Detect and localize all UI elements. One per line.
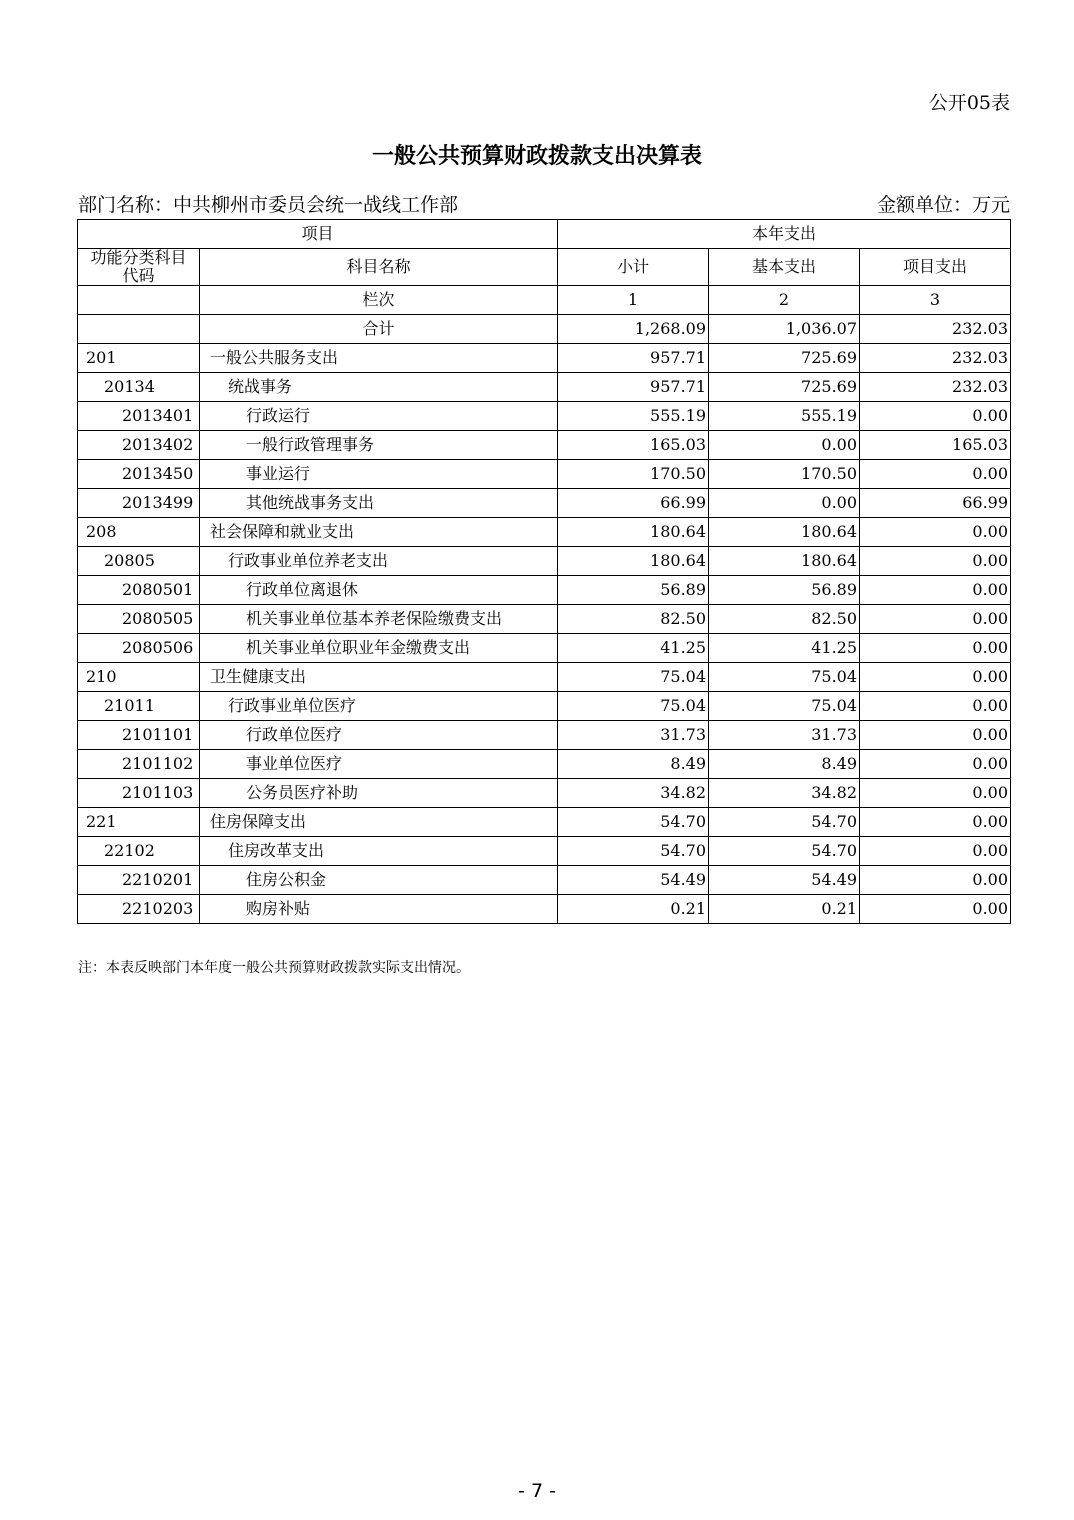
- page-number: - 7 -: [518, 1480, 556, 1502]
- row-subtotal: 75.04: [558, 692, 709, 721]
- column-index-row: [78, 286, 1011, 315]
- row-subtotal: 8.49: [558, 750, 709, 779]
- row-name: 机关事业单位基本养老保险缴费支出: [200, 605, 558, 634]
- total-basic: 1,036.07: [709, 315, 860, 344]
- row-subtotal: 957.71: [558, 373, 709, 402]
- row-project: 0.00: [860, 402, 1011, 431]
- row-project: 232.03: [860, 344, 1011, 373]
- table-row: [78, 692, 1011, 721]
- table-row: [78, 373, 1011, 402]
- row-project: 0.00: [860, 634, 1011, 663]
- row-name: 统战事务: [200, 373, 558, 402]
- row-code: 21011: [78, 692, 200, 721]
- row-project: 0.00: [860, 518, 1011, 547]
- row-code: 2101103: [78, 779, 200, 808]
- column-index-2: 2: [709, 286, 860, 315]
- row-name: 住房公积金: [200, 866, 558, 895]
- row-code: 2080505: [78, 605, 200, 634]
- table-row: [78, 721, 1011, 750]
- table-row: [78, 431, 1011, 460]
- row-code: 2013499: [78, 489, 200, 518]
- total-project: 232.03: [860, 315, 1011, 344]
- row-code: 22102: [78, 837, 200, 866]
- row-name: 住房保障支出: [200, 808, 558, 837]
- row-name: 机关事业单位职业年金缴费支出: [200, 634, 558, 663]
- table-row: [78, 779, 1011, 808]
- row-name: 其他统战事务支出: [200, 489, 558, 518]
- row-basic: 725.69: [709, 373, 860, 402]
- row-name: 住房改革支出: [200, 837, 558, 866]
- header-basic: 基本支出: [709, 249, 860, 286]
- total-subtotal: 1,268.09: [558, 315, 709, 344]
- table-row: [78, 460, 1011, 489]
- row-code: 221: [78, 808, 200, 837]
- table-row: [78, 344, 1011, 373]
- row-code: 2080506: [78, 634, 200, 663]
- row-basic: 725.69: [709, 344, 860, 373]
- column-index-1: 1: [558, 286, 709, 315]
- table-row: [78, 547, 1011, 576]
- row-code: 208: [78, 518, 200, 547]
- column-index-label: 栏次: [200, 286, 558, 315]
- row-basic: 180.64: [709, 547, 860, 576]
- row-subtotal: 66.99: [558, 489, 709, 518]
- row-basic: 54.49: [709, 866, 860, 895]
- row-code: 2101101: [78, 721, 200, 750]
- row-subtotal: 34.82: [558, 779, 709, 808]
- header-item: 项目: [78, 220, 558, 249]
- table-row: [78, 634, 1011, 663]
- row-project: 0.00: [860, 576, 1011, 605]
- total-blank: [78, 315, 200, 344]
- row-code: 20805: [78, 547, 200, 576]
- row-name: 行政事业单位医疗: [200, 692, 558, 721]
- row-basic: 56.89: [709, 576, 860, 605]
- row-basic: 0.21: [709, 895, 860, 924]
- header-subtotal: 小计: [558, 249, 709, 286]
- form-number: 公开05表: [928, 92, 1010, 114]
- row-name: 行政运行: [200, 402, 558, 431]
- row-code: 2101102: [78, 750, 200, 779]
- table-row: [78, 402, 1011, 431]
- row-project: 0.00: [860, 837, 1011, 866]
- row-basic: 180.64: [709, 518, 860, 547]
- row-subtotal: 75.04: [558, 663, 709, 692]
- row-subtotal: 54.70: [558, 837, 709, 866]
- row-name: 卫生健康支出: [200, 663, 558, 692]
- row-name: 一般行政管理事务: [200, 431, 558, 460]
- expenditure-table: [77, 219, 1011, 924]
- row-name: 行政事业单位养老支出: [200, 547, 558, 576]
- row-project: 0.00: [860, 605, 1011, 634]
- department-name: 部门名称：中共柳州市委员会统一战线工作部: [78, 194, 459, 216]
- row-code: 2210201: [78, 866, 200, 895]
- row-project: 0.00: [860, 460, 1011, 489]
- header-row-2: [78, 249, 1011, 286]
- row-name: 行政单位医疗: [200, 721, 558, 750]
- column-index-blank: [78, 286, 200, 315]
- header-name: 科目名称: [200, 249, 558, 286]
- row-subtotal: 41.25: [558, 634, 709, 663]
- row-basic: 0.00: [709, 489, 860, 518]
- row-code: 210: [78, 663, 200, 692]
- page-title: 一般公共预算财政拨款支出决算表: [371, 143, 702, 169]
- table-row: [78, 518, 1011, 547]
- amount-unit: 金额单位：万元: [876, 194, 1010, 216]
- table-row: [78, 837, 1011, 866]
- table-row: [78, 750, 1011, 779]
- row-subtotal: 555.19: [558, 402, 709, 431]
- column-index-3: 3: [860, 286, 1011, 315]
- total-row: [78, 315, 1011, 344]
- row-subtotal: 170.50: [558, 460, 709, 489]
- row-subtotal: 0.21: [558, 895, 709, 924]
- header-current-year: 本年支出: [558, 220, 1011, 249]
- header-project: 项目支出: [860, 249, 1011, 286]
- table-row: [78, 895, 1011, 924]
- row-project: 0.00: [860, 808, 1011, 837]
- row-basic: 54.70: [709, 837, 860, 866]
- row-project: 0.00: [860, 750, 1011, 779]
- row-project: 0.00: [860, 895, 1011, 924]
- header-code-line2: 代码: [122, 266, 155, 285]
- row-name: 事业运行: [200, 460, 558, 489]
- header-code-line1: 功能分类科目: [90, 248, 187, 267]
- row-subtotal: 56.89: [558, 576, 709, 605]
- row-subtotal: 180.64: [558, 547, 709, 576]
- table-note: 注：本表反映部门本年度一般公共预算财政拨款实际支出情况。: [78, 960, 470, 976]
- row-subtotal: 54.70: [558, 808, 709, 837]
- row-subtotal: 165.03: [558, 431, 709, 460]
- row-subtotal: 31.73: [558, 721, 709, 750]
- header-code: [78, 249, 200, 286]
- row-name: 公务员医疗补助: [200, 779, 558, 808]
- table-row: [78, 576, 1011, 605]
- row-code: 2210203: [78, 895, 200, 924]
- row-basic: 0.00: [709, 431, 860, 460]
- row-basic: 8.49: [709, 750, 860, 779]
- row-basic: 82.50: [709, 605, 860, 634]
- row-project: 0.00: [860, 866, 1011, 895]
- row-subtotal: 180.64: [558, 518, 709, 547]
- row-project: 0.00: [860, 692, 1011, 721]
- row-name: 一般公共服务支出: [200, 344, 558, 373]
- table-row: [78, 663, 1011, 692]
- row-code: 2013450: [78, 460, 200, 489]
- row-code: 2013401: [78, 402, 200, 431]
- row-code: 2013402: [78, 431, 200, 460]
- row-basic: 75.04: [709, 692, 860, 721]
- row-basic: 41.25: [709, 634, 860, 663]
- row-project: 66.99: [860, 489, 1011, 518]
- row-code: 2080501: [78, 576, 200, 605]
- table-row: [78, 866, 1011, 895]
- row-name: 购房补贴: [200, 895, 558, 924]
- row-basic: 34.82: [709, 779, 860, 808]
- row-subtotal: 957.71: [558, 344, 709, 373]
- row-name: 行政单位离退休: [200, 576, 558, 605]
- row-basic: 75.04: [709, 663, 860, 692]
- table-row: [78, 808, 1011, 837]
- table-row: [78, 605, 1011, 634]
- row-project: 0.00: [860, 779, 1011, 808]
- row-name: 社会保障和就业支出: [200, 518, 558, 547]
- row-project: 0.00: [860, 663, 1011, 692]
- row-basic: 54.70: [709, 808, 860, 837]
- row-basic: 170.50: [709, 460, 860, 489]
- total-label: 合计: [200, 315, 558, 344]
- row-subtotal: 54.49: [558, 866, 709, 895]
- row-project: 0.00: [860, 547, 1011, 576]
- table-row: [78, 489, 1011, 518]
- row-name: 事业单位医疗: [200, 750, 558, 779]
- row-code: 20134: [78, 373, 200, 402]
- row-basic: 31.73: [709, 721, 860, 750]
- row-project: 0.00: [860, 721, 1011, 750]
- row-project: 232.03: [860, 373, 1011, 402]
- row-subtotal: 82.50: [558, 605, 709, 634]
- row-basic: 555.19: [709, 402, 860, 431]
- row-code: 201: [78, 344, 200, 373]
- header-row-1: [78, 220, 1011, 249]
- row-project: 165.03: [860, 431, 1011, 460]
